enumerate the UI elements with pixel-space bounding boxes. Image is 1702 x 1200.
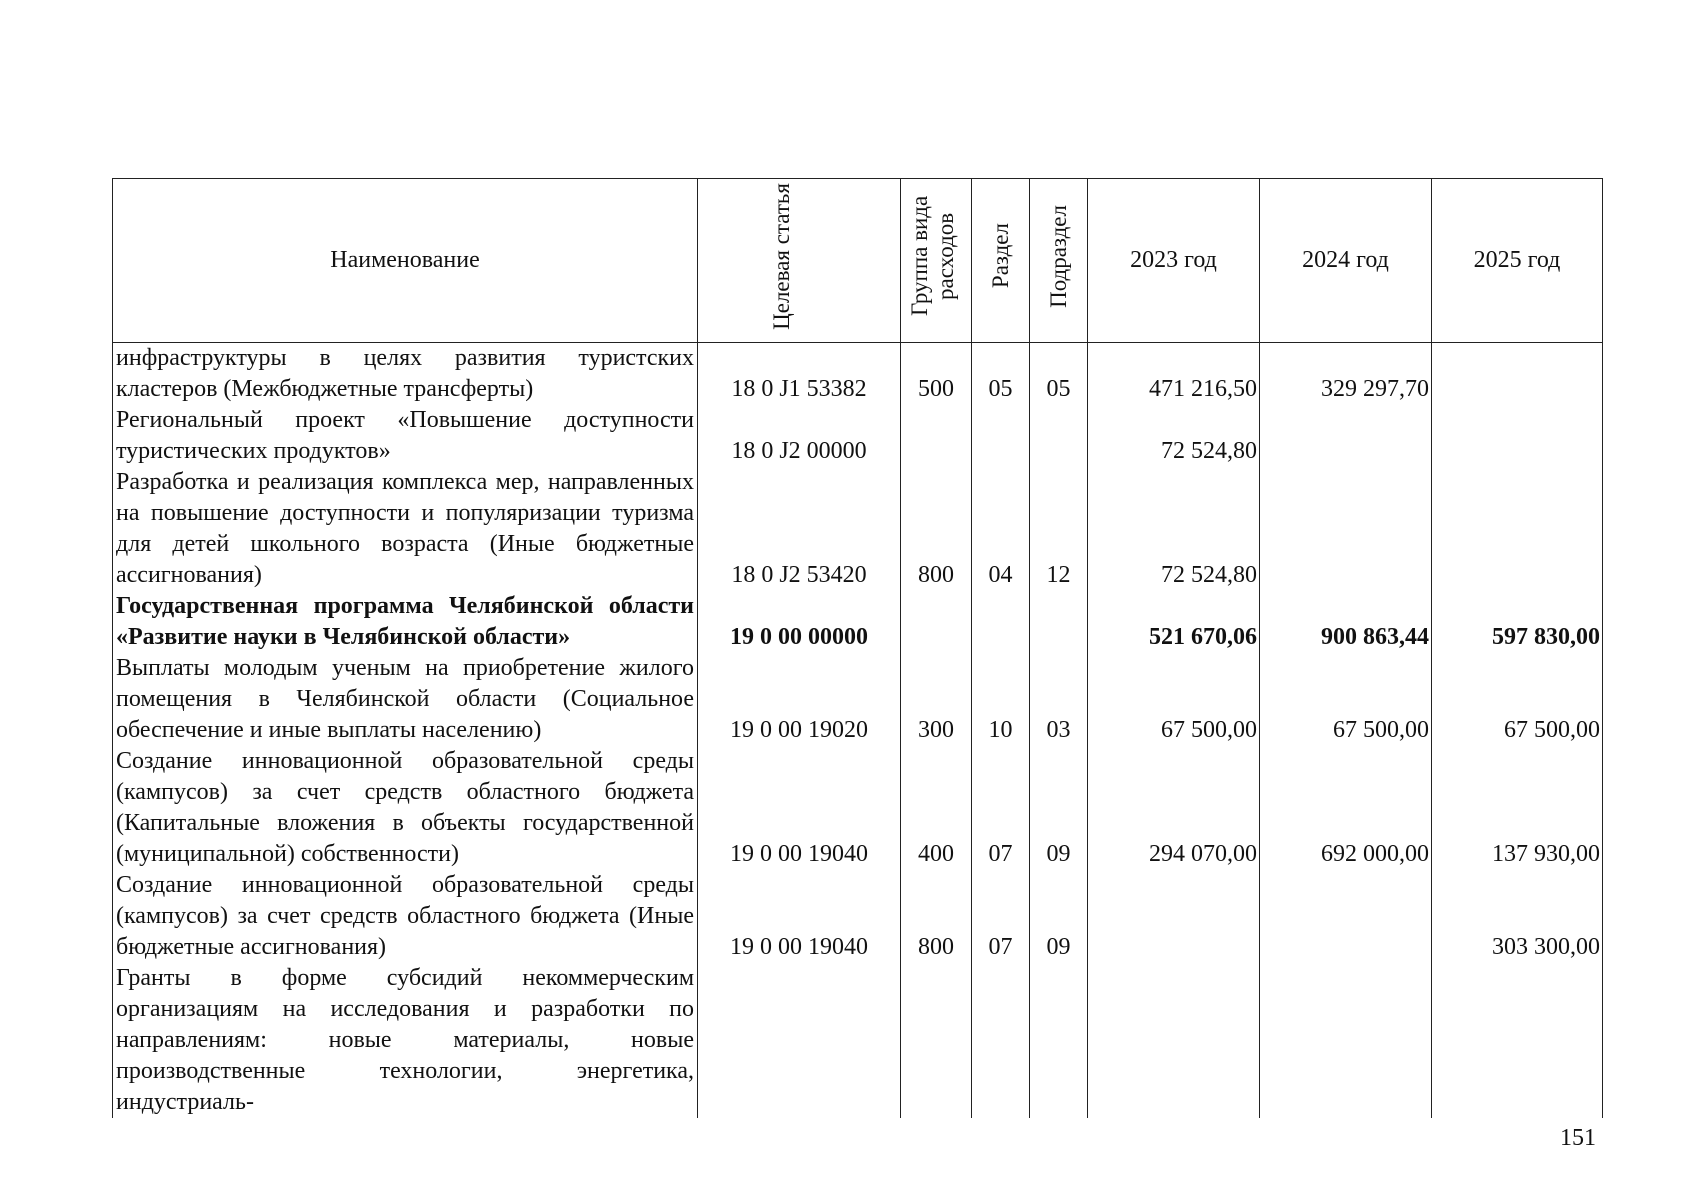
table-row: [113, 591, 1603, 653]
table-row: [113, 963, 1603, 1118]
row-subsection: 12: [1030, 467, 1088, 591]
row-amount-2023: 521 670,06: [1088, 591, 1260, 653]
table-row: [113, 746, 1603, 870]
row-target-article: 19 0 00 19040: [698, 870, 901, 963]
row-section: 04: [972, 467, 1030, 591]
row-target-article: 19 0 00 19020: [698, 653, 901, 746]
row-name: Государственная программа Челябинской области «Развитие науки в Челябинской области»: [113, 591, 698, 653]
row-amount-2024: 900 863,44: [1260, 591, 1432, 653]
row-expense-group: 800: [901, 870, 972, 963]
row-name: Создание инновационной образовательной среды (кампусов) за счет средств областного бюджета (Капитальные вложения в объекты государственной (муниципальной) собственности): [113, 746, 698, 870]
row-amount-2025: 597 830,00: [1432, 591, 1603, 653]
row-section: [972, 963, 1030, 1118]
row-name: Гранты в форме субсидий некоммерческим организациям на исследования и разработки по направлениям: новые материалы, новые производственные технологии, энергетика, индустриаль-: [113, 963, 698, 1118]
row-expense-group: 500: [901, 343, 972, 406]
header-target-article: Целевая статья: [698, 179, 901, 343]
row-expense-group: [901, 591, 972, 653]
row-amount-2023: 72 524,80: [1088, 405, 1260, 467]
header-2025: 2025 год: [1432, 179, 1603, 343]
row-section: 05: [972, 343, 1030, 406]
row-expense-group: [901, 405, 972, 467]
row-amount-2025: [1432, 405, 1603, 467]
row-target-article: 19 0 00 19040: [698, 746, 901, 870]
row-amount-2025: [1432, 467, 1603, 591]
row-amount-2025: 67 500,00: [1432, 653, 1603, 746]
row-subsection: [1030, 405, 1088, 467]
row-target-article: 18 0 J1 53382: [698, 343, 901, 406]
row-target-article: 19 0 00 00000: [698, 591, 901, 653]
row-amount-2024: 692 000,00: [1260, 746, 1432, 870]
table-row: [113, 343, 1603, 406]
row-name: Разработка и реализация комплекса мер, направленных на повышение доступности и популяризации туризма для детей школьного возраста (Иные бюджетные ассигнования): [113, 467, 698, 591]
row-name: инфраструктуры в целях развития туристских кластеров (Межбюджетные трансферты): [113, 343, 698, 406]
header-section: Раздел: [972, 179, 1030, 343]
page-number: 151: [1560, 1125, 1596, 1151]
row-amount-2024: [1260, 963, 1432, 1118]
row-expense-group: 300: [901, 653, 972, 746]
row-name: Выплаты молодым ученым на приобретение жилого помещения в Челябинской области (Социальное обеспечение и иные выплаты населению): [113, 653, 698, 746]
row-amount-2025: [1432, 343, 1603, 406]
header-2023: 2023 год: [1088, 179, 1260, 343]
row-amount-2024: [1260, 467, 1432, 591]
row-name: Создание инновационной образовательной среды (кампусов) за счет средств областного бюджета (Иные бюджетные ассигнования): [113, 870, 698, 963]
row-target-article: 18 0 J2 00000: [698, 405, 901, 467]
header-expense-group: Группа вида расходов: [901, 179, 972, 343]
table-row: [113, 405, 1603, 467]
header-name: Наименование: [113, 179, 698, 343]
row-expense-group: 800: [901, 467, 972, 591]
row-expense-group: 400: [901, 746, 972, 870]
row-subsection: [1030, 963, 1088, 1118]
row-subsection: 03: [1030, 653, 1088, 746]
row-target-article: 18 0 J2 53420: [698, 467, 901, 591]
row-section: 10: [972, 653, 1030, 746]
row-amount-2023: [1088, 963, 1260, 1118]
header-2024: 2024 год: [1260, 179, 1432, 343]
row-amount-2023: 471 216,50: [1088, 343, 1260, 406]
row-amount-2024: [1260, 870, 1432, 963]
header-row: [113, 179, 1603, 343]
row-amount-2025: 303 300,00: [1432, 870, 1603, 963]
row-amount-2023: 294 070,00: [1088, 746, 1260, 870]
row-target-article: [698, 963, 901, 1118]
row-subsection: [1030, 591, 1088, 653]
table-row: [113, 653, 1603, 746]
row-amount-2023: 67 500,00: [1088, 653, 1260, 746]
row-amount-2024: 329 297,70: [1260, 343, 1432, 406]
row-section: 07: [972, 746, 1030, 870]
row-amount-2024: 67 500,00: [1260, 653, 1432, 746]
row-name: Региональный проект «Повышение доступности туристических продуктов»: [113, 405, 698, 467]
row-amount-2025: 137 930,00: [1432, 746, 1603, 870]
row-expense-group: [901, 963, 972, 1118]
row-amount-2025: [1432, 963, 1603, 1118]
row-section: [972, 591, 1030, 653]
table-row: [113, 870, 1603, 963]
budget-table: [112, 178, 1603, 1118]
row-amount-2024: [1260, 405, 1432, 467]
row-section: [972, 405, 1030, 467]
row-subsection: 05: [1030, 343, 1088, 406]
row-subsection: 09: [1030, 746, 1088, 870]
row-subsection: 09: [1030, 870, 1088, 963]
table-row: [113, 467, 1603, 591]
header-subsection: Подраздел: [1030, 179, 1088, 343]
row-amount-2023: 72 524,80: [1088, 467, 1260, 591]
row-amount-2023: [1088, 870, 1260, 963]
row-section: 07: [972, 870, 1030, 963]
